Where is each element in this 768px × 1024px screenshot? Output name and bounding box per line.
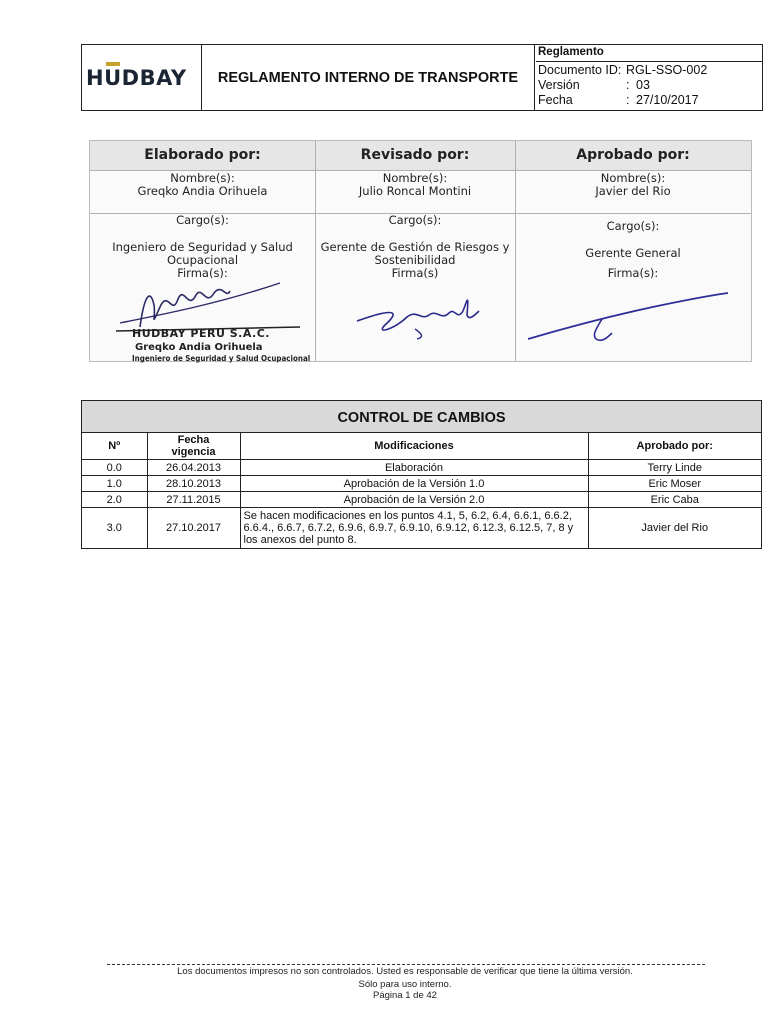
cell-aprobado: Eric Caba: [588, 492, 761, 508]
change-control-grid: [82, 433, 761, 548]
aprobado-role-label: Cargo(s):: [606, 219, 660, 233]
hudbay-logo: [86, 66, 187, 90]
signature-drawing-aprobado: [522, 289, 742, 349]
cell-num: 2.0: [82, 492, 147, 508]
meta-divider: [536, 61, 762, 62]
logo-text-dbay: DBAY: [121, 66, 187, 90]
cell-aprobado: Javier del Rio: [588, 508, 761, 549]
revisado-role-line2: Sostenibilidad: [374, 253, 456, 267]
cell-mod: Aprobación de la Versión 1.0: [240, 476, 588, 492]
stamp-company: HUDBAY PERU S.A.C.: [132, 327, 270, 340]
date-colon: :: [626, 93, 630, 107]
col-header-modificaciones: Modificaciones: [240, 433, 588, 460]
revisado-sign-label: Firma(s): [391, 266, 439, 280]
logo-text-h: H: [86, 66, 105, 90]
footer-divider: [107, 964, 705, 965]
table-row: [82, 492, 761, 508]
cell-fecha: 27.10.2017: [147, 508, 240, 549]
table-row: [82, 508, 761, 549]
stamp-person: Greqko Andia Orihuela: [135, 342, 263, 353]
logo-text-u: U: [104, 66, 122, 90]
doc-id-row: [538, 63, 707, 77]
change-control-table: [81, 400, 762, 549]
revisado-role-line1: Gerente de Gestión de Riesgos y: [320, 240, 510, 254]
aprobado-name: Javier del Rio: [595, 184, 671, 198]
date-value: 27/10/2017: [636, 93, 699, 107]
document-header: [81, 44, 763, 111]
document-title: REGLAMENTO INTERNO DE TRANSPORTE: [202, 45, 535, 110]
elaborado-name: Greqko Andia Orihuela: [137, 184, 268, 198]
stamp-role: Ingeniero de Seguridad y Salud Ocupacional: [132, 354, 311, 363]
doc-id-label: Documento ID:: [538, 63, 622, 77]
cell-num: 0.0: [82, 460, 147, 476]
cell-num: 1.0: [82, 476, 147, 492]
version-colon: :: [626, 78, 630, 92]
date-label: Fecha: [538, 93, 573, 107]
cell-mod: Aprobación de la Versión 2.0: [240, 492, 588, 508]
table-header-row: [82, 433, 761, 460]
elaborado-role-line1: Ingeniero de Seguridad y Salud: [112, 240, 293, 254]
company-stamp: [132, 327, 311, 363]
revisado-heading: Revisado por:: [360, 147, 470, 163]
logo-cell: [82, 45, 202, 110]
cell-mod: Se hacen modificaciones en los puntos 4.1, 5, 6.2, 6.4, 6.6.1, 6.6.2, 6.6.4., 6.6.7, 6.7.2, 6.9.6, 6.9.7, 6.9.10, 6.9.12, 6.12.3, 6.12.5, 7, 8 y los anexos del punto 8.: [240, 508, 588, 549]
revisado-name: Julio Roncal Montini: [358, 184, 472, 198]
footer-internal-use: Sólo para uso interno.: [358, 979, 452, 990]
version-label: Versión: [538, 78, 580, 92]
doc-id-value: RGL-SSO-002: [626, 63, 708, 77]
aprobado-name-label: Nombre(s):: [600, 171, 666, 185]
aprobado-sign-label: Firma(s):: [607, 266, 659, 280]
col-header-fecha: [147, 433, 240, 460]
elaborado-name-label: Nombre(s):: [170, 171, 235, 185]
footer-disclaimer: Los documentos impresos no son controlados. Usted es responsable de verificar que tiene la última versión.: [177, 966, 633, 977]
elaborado-heading: Elaborado por:: [144, 147, 261, 163]
cell-fecha: 27.11.2015: [147, 492, 240, 508]
version-value: 03: [636, 78, 650, 92]
footer-page-number: Página 1 de 42: [373, 990, 437, 1001]
col-header-fecha-line1: Fecha: [177, 434, 210, 446]
col-header-fecha-line2: vigencia: [171, 446, 216, 458]
revisado-role-label: Cargo(s):: [388, 213, 442, 227]
elaborado-sign-label: Firma(s):: [177, 266, 228, 280]
cell-fecha: 26.04.2013: [147, 460, 240, 476]
elaborado-role-line2: Ocupacional: [166, 253, 239, 267]
doc-type: Reglamento: [538, 46, 604, 58]
aprobado-heading: Aprobado por:: [576, 147, 690, 163]
cell-fecha: 28.10.2013: [147, 476, 240, 492]
table-row: [82, 460, 761, 476]
version-row: [538, 78, 650, 92]
revisado-name-label: Nombre(s):: [382, 171, 448, 185]
cell-aprobado: Eric Moser: [588, 476, 761, 492]
cell-aprobado: Terry Linde: [588, 460, 761, 476]
document-meta: [536, 45, 762, 110]
aprobado-role-line1: Gerente General: [585, 246, 681, 260]
change-control-title: CONTROL DE CAMBIOS: [82, 401, 761, 433]
date-row: [538, 93, 699, 107]
signature-block: [89, 140, 752, 362]
cell-mod: Elaboración: [240, 460, 588, 476]
col-header-aprobado: Aprobado por:: [588, 433, 761, 460]
elaborado-role-label: Cargo(s):: [176, 213, 229, 227]
cell-num: 3.0: [82, 508, 147, 549]
table-row: [82, 476, 761, 492]
col-header-num: Nº: [82, 433, 147, 460]
signature-drawing-revisado: [345, 281, 515, 343]
